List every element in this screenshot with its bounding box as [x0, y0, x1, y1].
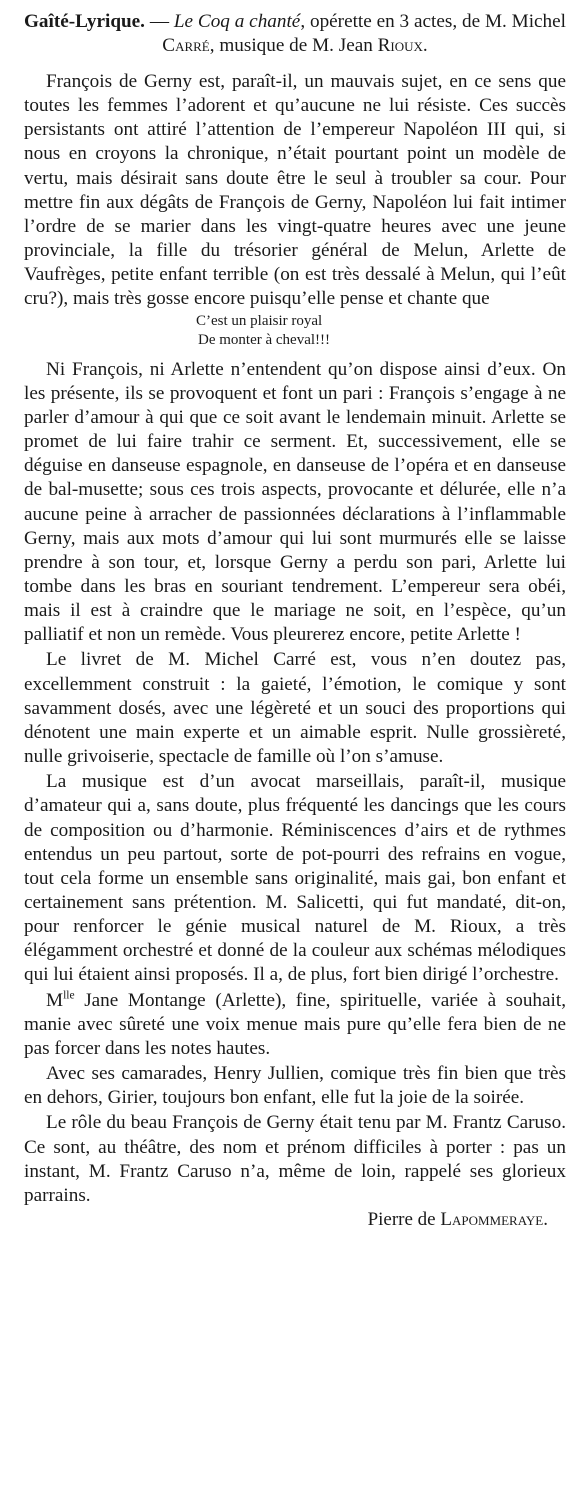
author-signature — [18, 1208, 566, 1232]
article-column — [18, 10, 566, 1232]
review-heading — [18, 10, 566, 58]
paragraph-plot-continued: Ni François, ni Arlette n’entendent qu’on dispose ainsi d’eux. On les présente, ils se provoquent et font un pari : François s’engage à ne parler d’amour à qui que ce soit avant le lendemain minuit. Arlette se promet de lui faire trahir ce serment. Et, successivement, elle se déguise en danseuse espagnole, en danseuse de l’opéra et en danseuse de bal-musette; sous ces trois aspects, provocante et délurée, elle n’a aucune peine à arracher de passionnées déclarations à l’inflammable Gerny, mais aux mots d’amour qui lui sont murmurés elle se laisse prendre à son tour, et, lorsque Gerny a perdu son pari, Arlette lui tombe dans les bras en souriant tendrement. L’empereur sera obéi, mais il est à craindre que le mariage ne soit, en l’espèce, qu’un palliatif et non un remède. Vous pleurerez encore, petite Arlette ! — [24, 358, 566, 646]
operetta-title: Le Coq a chanté — [173, 11, 301, 32]
song-quote — [18, 312, 566, 350]
signature-end: . — [543, 1209, 548, 1231]
heading-end: . — [422, 35, 428, 56]
heading-description: , opérette en 3 actes, de M. Michel — [300, 11, 567, 32]
venue-name: Gaîté-Lyrique. — [24, 11, 145, 32]
paragraph-libretto: Le livret de M. Michel Carré est, vous n’en doutez pas, excellemment construit : la gaieté, l’émotion, le comique y sont savamment dosés, avec une légèreté et un souci des proportions qui dénotent une main experte et un aimable esprit. Nulle grossièreté, nulle grivoiserie, spectacle de famille où l’on s’amuse. — [24, 649, 566, 768]
honorific-superscript: lle — [63, 989, 75, 1002]
heading-music-by: , musique de M. Jean — [209, 35, 378, 56]
paragraph-lead-actor: Le rôle du beau François de Gerny était tenu par M. Frantz Caruso. Ce sont, au théâtre, des nom et prénom difficiles à porter : pas un instant, M. Frantz Caruso n’a, même de loin, rappelé ses glorieux parrains. — [24, 1112, 566, 1206]
signature-surname: Lapommeraye — [440, 1209, 544, 1231]
heading-dash: — — [144, 11, 174, 32]
song-quote-line-1: C’est un plaisir royal — [196, 312, 323, 329]
paragraph-music: La musique est d’un avocat marseillais, paraît-il, musique d’amateur qui a, sans doute, plus fréquenté les dancings que les cours de composition ou d’harmonie. Réminiscences d’airs et de rythmes entendus un peu partout, sorte de pot-pourri des refrains en vogue, tout cela forme un ensemble sans originalité, mais gai, bon enfant et certainement sans prétention. M. Salicetti, qui fut mandaté, dit-on, pour renforcer le génie musical naturel de M. Rioux, a très élégamment orchestré et donné de la couleur aux schémas mélodiques qui lui étaient ainsi proposés. Il a, de plus, fort bien dirigé l’orchestre. — [24, 771, 566, 986]
signature-first-name: Pierre de — [367, 1209, 441, 1231]
honorific-prefix: M — [46, 989, 64, 1011]
lead-actress-text: Jane Montange (Arlette), fine, spirituelle, variée à souhait, manie avec sûreté une voix menue mais pure qu’elle fera bien de ne pas forcer dans les notes hautes. — [24, 989, 566, 1059]
composer-surname: Rioux — [377, 35, 423, 56]
paragraph-plot-intro: François de Gerny est, paraît-il, un mauvais sujet, en ce sens que toutes les femmes l’adorent et qu’aucune ne lui résiste. Ces succès persistants ont attiré l’attention de l’empereur Napoléon III qui, si nous en croyons la chronique, n’était pourtant point un modèle de vertu, mais désirait sans doute être le seul à troubler sa cour. Pour mettre fin aux dégâts de François de Gerny, Napoléon lui fait intimer l’ordre de se marier dans les vingt-quatre heures avec une jeune provinciale, la fille du trésorier général de Melun, Arlette de Vaufrèges, petite enfant terrible (on est très dessalé à Melun, qui l’eût cru?), mais très gosse encore puisqu’elle pense et chante que — [24, 71, 566, 310]
paragraph-lead-actress — [18, 989, 566, 1061]
paragraph-supporting-cast: Avec ses camarades, Henry Jullien, comique très fin bien que très en dehors, Girier, toujours bon enfant, elle fut la joie de la soirée. — [24, 1063, 566, 1109]
song-quote-line-2: De monter à cheval!!! — [198, 331, 331, 348]
author-surname: Carré — [162, 35, 210, 56]
